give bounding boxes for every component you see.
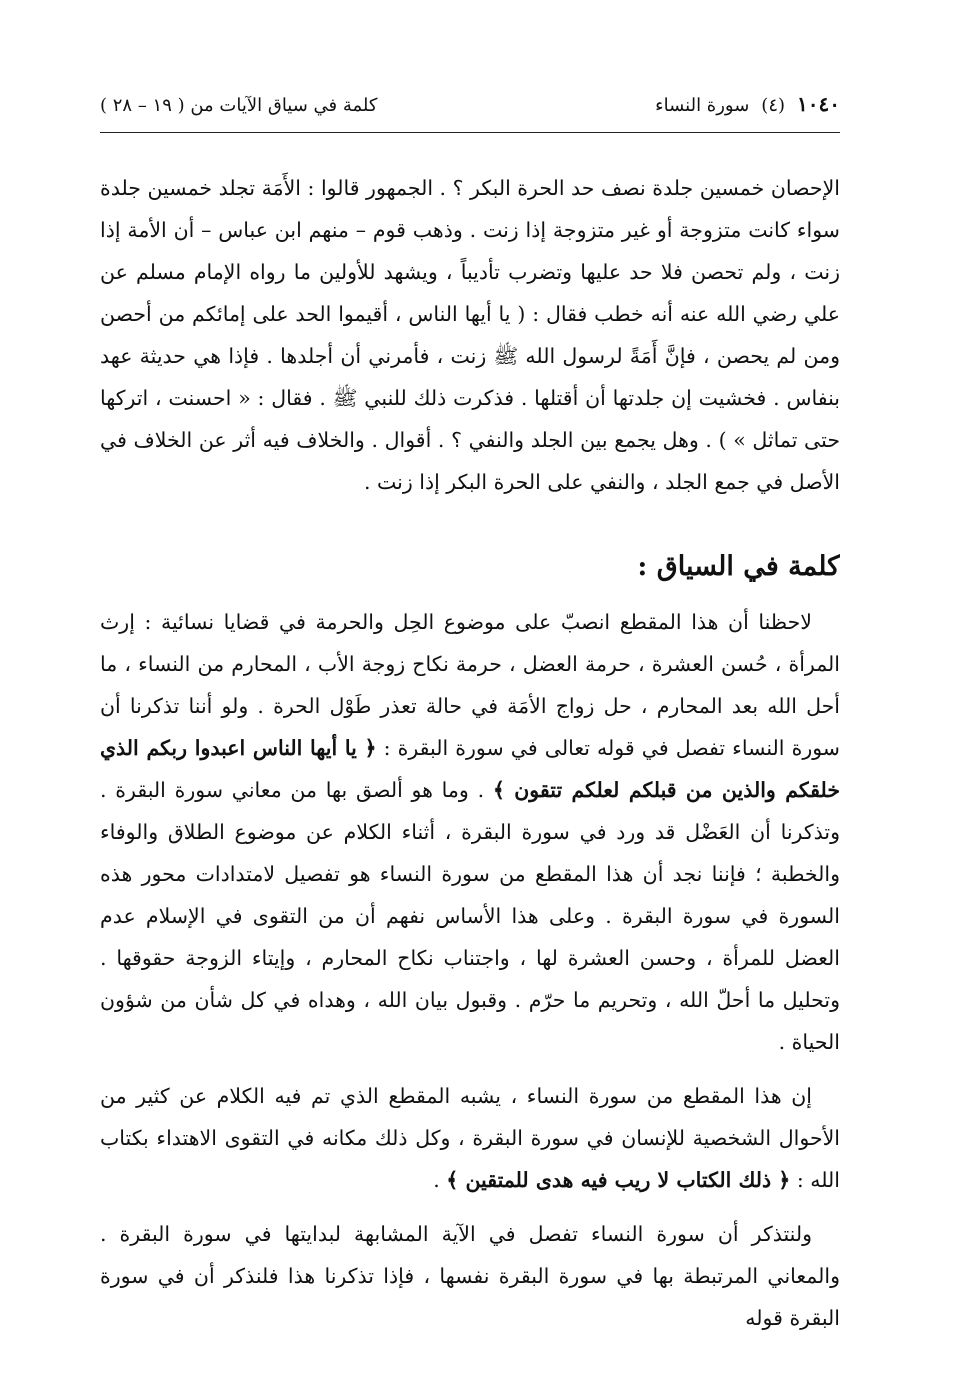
- running-head: [100, 84, 840, 133]
- part-number: (٤): [761, 95, 786, 116]
- body-text: [100, 167, 840, 1334]
- paragraph-3-text-b: .: [433, 1168, 440, 1192]
- surah-name: سورة النساء: [655, 95, 750, 116]
- quran-quote-1: ﴿ يا أيها الناس اعبدوا ربكم الذي خلقكم والذين من قبلكم لعلكم تتقون ﴾: [100, 736, 840, 802]
- running-head-right: [655, 90, 840, 120]
- paragraph-4: ولنتذكر أن سورة النساء تفصل في الآية المشابهة لبدايتها في سورة البقرة . والمعاني المرتبطة بها في سورة البقرة نفسها ، فإذا تذكرنا هذا فلنذكر أن في سورة البقرة قوله: [100, 1222, 840, 1330]
- section-title: كلمة في سياق الآيات من ( ١٩ – ٢٨ ): [100, 95, 378, 116]
- paragraph-2-text-a: لاحظنا أن هذا المقطع انصبّ على موضوع الحِل والحرمة في قضايا نسائية : إرث المرأة ، حُسن العشرة ، حرمة العضل ، حرمة نكاح زوجة الأب ، المحارم من النساء ، ما أحل الله بعد المحارم ، حل زواج الأمَة في حالة تعذر طَوْل الحرة . ولو أننا تذكرنا أن سورة النساء تفصل في قوله تعالى في سورة البقرة :: [100, 610, 840, 760]
- paragraph-2: [100, 601, 840, 1063]
- book-page: [100, 84, 840, 1334]
- paragraph-3-text-a: إن هذا المقطع من سورة النساء ، يشبه المقطع الذي تم فيه الكلام عن كثير من الأحوال الشخصية للإنسان في سورة البقرة ، وكل ذلك مكانه في التقوى الاهتداء بكتاب الله :: [100, 1084, 840, 1192]
- section-heading: كلمة في السياق :: [637, 551, 840, 582]
- quran-quote-2: ﴿ ذلك الكتاب لا ريب فيه هدى للمتقين ﴾: [446, 1168, 791, 1192]
- page-number: ١٠٤٠: [797, 92, 840, 116]
- paragraph-1: الإحصان خمسين جلدة نصف حد الحرة البكر ؟ . الجمهور قالوا : الأَمَة تجلد خمسين جلدة سواء كانت متزوجة أو غير متزوجة إذا زنت . وذهب قوم – منهم ابن عباس – أن الأمة إذا زنت ، ولم تحصن فلا حد عليها وتضرب تأديباً ، ويشهد للأولين ما رواه الإمام مسلم عن علي رضي الله عنه أنه خطب فقال : ( يا أيها الناس ، أقيموا الحد على إمائكم من أحصن ومن لم يحصن ، فإنَّ أَمَةً لرسول الله ﷺ زنت ، فأمرني أن أجلدها . فإذا هي حديثة عهد بنفاس . فخشيت إن جلدتها أن أقتلها . فذكرت ذلك للنبي ﷺ . فقال : « احسنت ، اتركها حتى تماثل » ) . وهل يجمع بين الجلد والنفي ؟ . أقوال . والخلاف فيه أثر عن الخلاف في الأصل في جمع الجلد ، والنفي على الحرة البكر إذا زنت .: [100, 176, 840, 494]
- paragraph-3: [100, 1075, 840, 1201]
- paragraph-2-text-b: . وما هو ألصق بها من معاني سورة البقرة . وتذكرنا أن العَضْل قد ورد في سورة البقرة ، أثناء الكلام عن موضوع الطلاق والوفاء والخطبة ؛ فإننا نجد أن هذا المقطع من سورة النساء هو تفصيل لامتدادات محور هذه السورة في سورة البقرة . وعلى هذا الأساس نفهم أن من التقوى في الإسلام عدم العضل للمرأة ، وحسن العشرة لها ، واجتناب نكاح المحارم ، وإيتاء الزوجة حقوقها . وتحليل ما أحلّ الله ، وتحريم ما حرّم . وقبول بيان الله ، وهداه في كل شأن من شؤون الحياة .: [100, 778, 840, 1054]
